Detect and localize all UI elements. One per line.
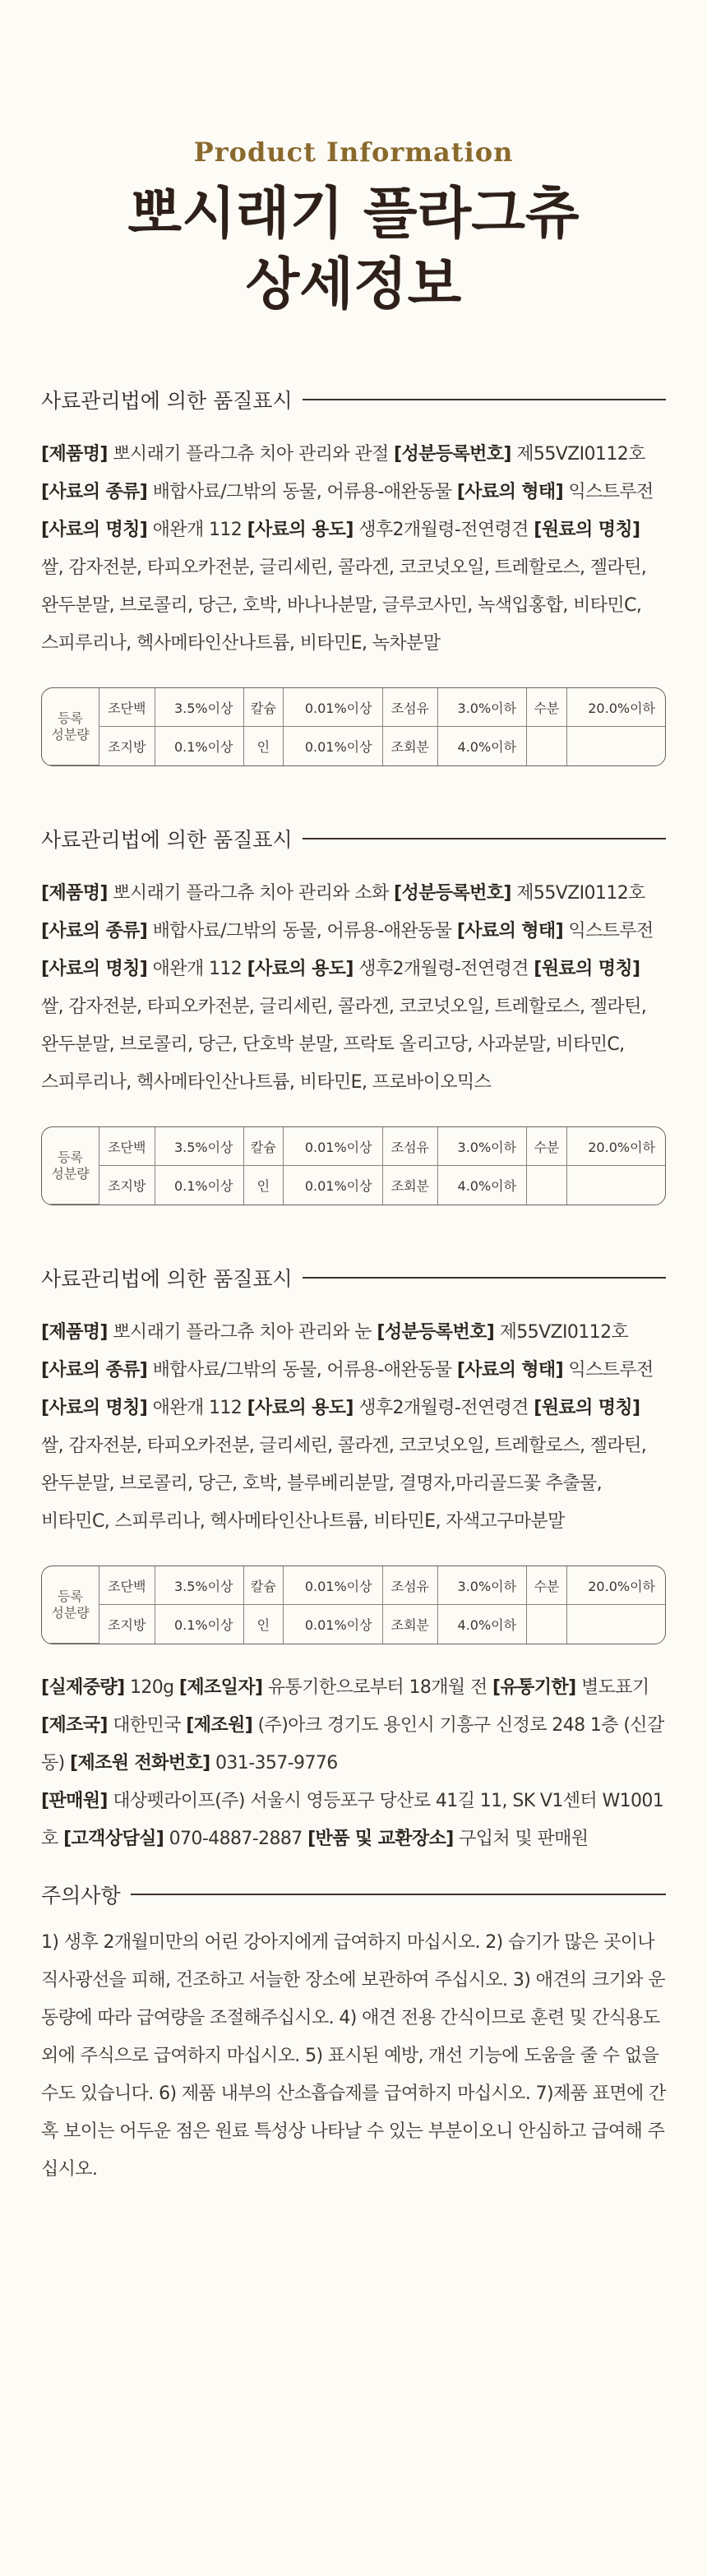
label: [제조국] [41, 1715, 108, 1736]
section-heading-2 [41, 824, 666, 853]
label: [사료의 형태] [456, 921, 564, 941]
table-lead: 등록 성분량 [42, 1566, 99, 1644]
product-info [41, 1669, 666, 1858]
table-row [42, 727, 665, 765]
value: 익스트루전 [568, 1360, 654, 1380]
section-heading-text: 사료관리법에 의한 품질표시 [41, 828, 293, 852]
label: [사료의 용도] [247, 959, 354, 979]
cell: 조회분 [383, 1166, 439, 1205]
title-line-1: 뽀시래기 플라그츄 [127, 182, 580, 247]
divider [303, 838, 666, 839]
nutrition-table-2 [41, 1126, 666, 1205]
cell [567, 727, 665, 765]
label: [사료의 명칭] [41, 1398, 148, 1418]
cell: 조단백 [99, 1566, 155, 1605]
notice-heading-text: 주의사항 [41, 1884, 121, 1908]
nutrition-table-1 [41, 687, 666, 766]
cell: 0.01%이상 [284, 1566, 382, 1605]
section-heading-3 [41, 1263, 666, 1293]
cell: 0.01%이상 [284, 688, 382, 727]
cell: 조지방 [99, 727, 155, 765]
cell: 3.0%이하 [438, 688, 527, 727]
label: [사료의 명칭] [41, 520, 148, 540]
value: 쌀, 감자전분, 타피오카전분, 글리세린, 콜라겐, 코코넛오일, 트레할로스, 젤라틴, 완두분말, 브로콜리, 당근, 호박, 바나나분말, 글루코사민, 녹색입홍합, 비타민C, 스피루리나, 헥사메타인산나트륨, 비타민E, 녹차분말 [41, 557, 647, 654]
cell [567, 1166, 665, 1205]
label: [원료의 명칭] [534, 520, 640, 540]
value: 배합사료/그밖의 동물, 어류용-애완동물 [152, 921, 452, 941]
label: [제조일자] [178, 1677, 263, 1698]
cell: 조단백 [99, 688, 155, 727]
cell: 20.0%이하 [567, 1127, 665, 1166]
section-body-1 [41, 436, 666, 663]
nutrition-table-3 [41, 1565, 666, 1644]
cell: 4.0%이하 [438, 727, 527, 765]
label: [사료의 명칭] [41, 959, 148, 979]
cell: 3.0%이하 [438, 1127, 527, 1166]
cell: 수분 [527, 688, 567, 727]
cell: 4.0%이하 [438, 1166, 527, 1205]
cell: 조지방 [99, 1605, 155, 1644]
value: 제55VZI0112호 [499, 1322, 629, 1343]
cell: 조단백 [99, 1127, 155, 1166]
table-row [42, 1166, 665, 1205]
cell: 조섬유 [383, 688, 439, 727]
label: [판매원] [41, 1791, 108, 1811]
cell: 인 [244, 1166, 284, 1205]
value: 애완개 112 [152, 520, 243, 540]
label: [성분등록번호] [394, 883, 511, 904]
value: 070-4887-2887 [169, 1829, 303, 1849]
label: [사료의 종류] [41, 1360, 148, 1380]
label: [제품명] [41, 444, 108, 465]
value: 생후2개월령-전연령견 [358, 1398, 529, 1418]
section-body-2 [41, 875, 666, 1102]
cell: 인 [244, 1605, 284, 1644]
section-heading-text: 사료관리법에 의한 품질표시 [41, 389, 293, 413]
label: [제조원] [186, 1715, 253, 1736]
cell: 칼슘 [244, 688, 284, 727]
value: 제55VZI0112호 [516, 883, 645, 904]
cell: 인 [244, 727, 284, 765]
cell: 수분 [527, 1127, 567, 1166]
section-heading-1 [41, 385, 666, 414]
label: [제품명] [41, 1322, 108, 1343]
value: 120g [129, 1677, 174, 1698]
cell [567, 1605, 665, 1644]
value: 031-357-9776 [215, 1753, 338, 1774]
label: [제조원 전화번호] [70, 1753, 210, 1774]
value: 배합사료/그밖의 동물, 어류용-애완동물 [152, 482, 452, 502]
label: [제품명] [41, 883, 108, 904]
value: 생후2개월령-전연령견 [358, 959, 529, 979]
label: [사료의 종류] [41, 482, 148, 502]
label: [원료의 명칭] [534, 959, 640, 979]
cell: 조섬유 [383, 1566, 439, 1605]
cell: 수분 [527, 1566, 567, 1605]
label: [사료의 종류] [41, 921, 148, 941]
value: 애완개 112 [152, 959, 243, 979]
cell: 0.01%이상 [284, 1166, 382, 1205]
divider [303, 399, 666, 400]
section-heading-text: 사료관리법에 의한 품질표시 [41, 1267, 293, 1291]
value: 별도표기 [580, 1677, 649, 1698]
label: [사료의 형태] [456, 1360, 564, 1380]
cell: 조섬유 [383, 1127, 439, 1166]
value: 뽀시래기 플라그츄 치아 관리와 관절 [113, 444, 389, 465]
table-row [42, 1127, 665, 1166]
divider [131, 1894, 666, 1895]
label: [고객상담실] [63, 1829, 164, 1849]
value: 유통기한으로부터 18개월 전 [267, 1677, 488, 1698]
table-row [42, 688, 665, 727]
label: [원료의 명칭] [534, 1398, 640, 1418]
cell: 3.5%이상 [155, 1566, 244, 1605]
table-lead: 등록 성분량 [42, 1127, 99, 1205]
value: 쌀, 감자전분, 타피오카전분, 글리세린, 콜라겐, 코코넛오일, 트레할로스, 젤라틴, 완두분말, 브로콜리, 당근, 호박, 블루베리분말, 결명자,마리골드꽃 추출물, 비타민C, 스피루리나, 헥사메타인산나트륨, 비타민E, 자색고구마분말 [41, 1436, 647, 1532]
value: 생후2개월령-전연령견 [358, 520, 529, 540]
cell: 조회분 [383, 1605, 439, 1644]
label: [사료의 용도] [247, 520, 354, 540]
notice-text: 1) 생후 2개월미만의 어린 강아지에게 급여하지 마십시오. 2) 습기가 많은 곳이나 직사광선을 피해, 건조하고 서늘한 장소에 보관하여 주십시오. 3) 애견의 크기와 운동량에 따라 급여량을 조절해주십시오. 4) 애견 전용 간식이므로 훈련 및 간식용도 외에 주식으로 급여하지 마십시오. 5) 표시된 예방, 개선 기능에 도움을 줄 수 없을 수도 있습니다. 6) 제품 내부의 산소흡습제를 급여하지 마십시오. 7)제품 표면에 간혹 보이는 어두운 점은 원료 특성상 나타날 수 있는 부분이오니 안심하고 급여해 주십시오. [41, 1932, 666, 2180]
label: [실제중량] [41, 1677, 125, 1698]
value: 애완개 112 [152, 1398, 243, 1418]
cell: 3.0%이하 [438, 1566, 527, 1605]
label: [사료의 형태] [456, 482, 564, 502]
value: 뽀시래기 플라그츄 치아 관리와 눈 [113, 1322, 372, 1343]
label: [유통기한] [492, 1677, 576, 1698]
cell: 3.5%이상 [155, 1127, 244, 1166]
page-title [41, 179, 666, 321]
label: [사료의 용도] [247, 1398, 354, 1418]
table-lead: 등록 성분량 [42, 688, 99, 765]
cell: 20.0%이하 [567, 688, 665, 727]
divider [303, 1277, 666, 1279]
cell: 0.01%이상 [284, 1127, 382, 1166]
label: [성분등록번호] [394, 444, 511, 465]
value: 익스트루전 [568, 921, 654, 941]
cell [527, 727, 567, 765]
title-line-2: 상세정보 [245, 252, 462, 317]
cell: 3.5%이상 [155, 688, 244, 727]
value: 뽀시래기 플라그츄 치아 관리와 소화 [113, 883, 389, 904]
cell: 20.0%이하 [567, 1566, 665, 1605]
value: 배합사료/그밖의 동물, 어류용-애완동물 [152, 1360, 452, 1380]
cell: 4.0%이하 [438, 1605, 527, 1644]
cell: 0.01%이상 [284, 1605, 382, 1644]
value: 대상펫라이프(주) 서울시 영등포구 당산로 41길 11, SK V1센터 W1001호 [41, 1791, 664, 1849]
section-body-3 [41, 1314, 666, 1541]
table-row [42, 1605, 665, 1644]
value: 제55VZI0112호 [516, 444, 645, 465]
value: 구입처 및 판매원 [459, 1829, 589, 1849]
value: 쌀, 감자전분, 타피오카전분, 글리세린, 콜라겐, 코코넛오일, 트레할로스, 젤라틴, 완두분말, 브로콜리, 당근, 단호박 분말, 프락토 올리고당, 사과분말, 비타민C, 스피루리나, 헥사메타인산나트륨, 비타민E, 프로바이오믹스 [41, 997, 647, 1093]
eyebrow-label: Product Information [193, 136, 514, 168]
cell: 조회분 [383, 727, 439, 765]
value: (주)아크 경기도 용인시 기흥구 신정로 248 1층 (신갈동) [41, 1715, 664, 1774]
cell: 칼슘 [244, 1566, 284, 1605]
cell: 조지방 [99, 1166, 155, 1205]
cell [527, 1605, 567, 1644]
cell: 칼슘 [244, 1127, 284, 1166]
value: 대한민국 [113, 1715, 181, 1736]
cell: 0.1%이상 [155, 1166, 244, 1205]
label: [성분등록번호] [377, 1322, 495, 1343]
label: [반품 및 교환장소] [307, 1829, 454, 1849]
cell [527, 1166, 567, 1205]
cell: 0.01%이상 [284, 727, 382, 765]
notice-heading [41, 1880, 666, 1909]
value: 익스트루전 [568, 482, 654, 502]
cell: 0.1%이상 [155, 727, 244, 765]
cell: 0.1%이상 [155, 1605, 244, 1644]
table-row [42, 1566, 665, 1605]
